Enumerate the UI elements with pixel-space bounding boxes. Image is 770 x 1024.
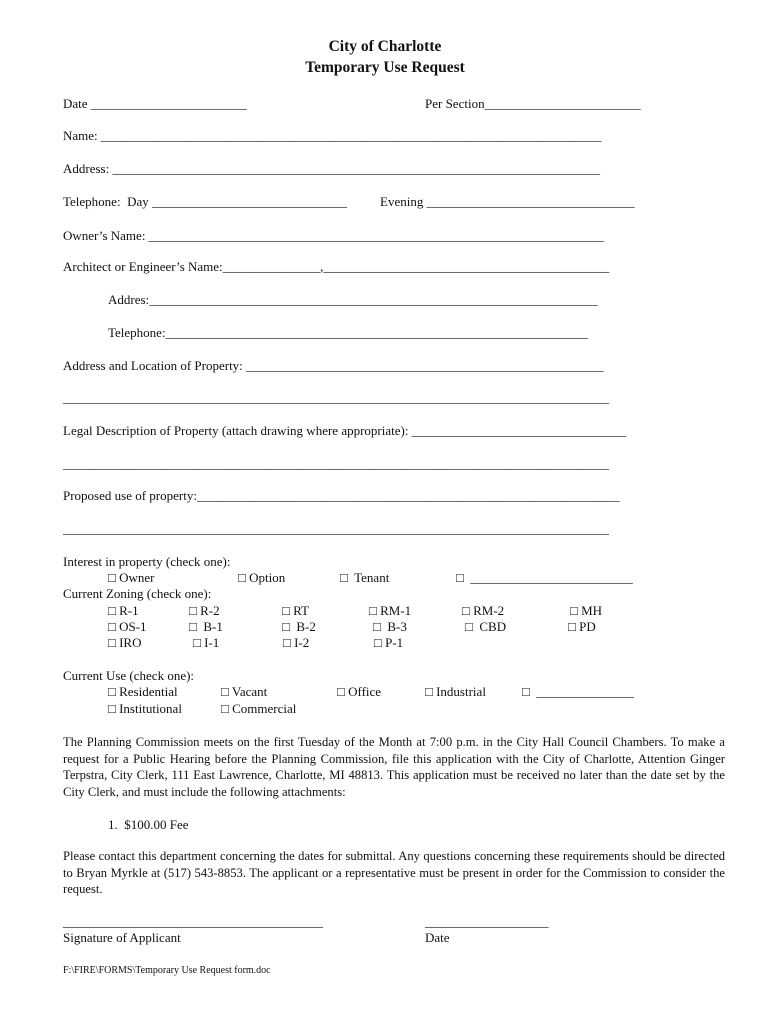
architect-telephone-field[interactable]: Telephone:_________________________________________________________________ [108,325,589,340]
form-subtitle: Temporary Use Request [305,59,465,76]
proposed-use-field[interactable]: Proposed use of property:_________________________________________________________________ [63,488,620,503]
zoning-rt-checkbox[interactable]: □ RT [282,603,309,618]
name-field[interactable]: Name: _____________________________________________________________________________ [63,128,602,143]
use-industrial-checkbox[interactable]: □ Industrial [425,684,486,699]
zoning-pd-checkbox[interactable]: □ PD [568,619,596,634]
interest-option-checkbox[interactable]: □ Option [238,570,286,585]
legal-description-line-2[interactable]: ____________________________________________________________________________________ [63,456,609,471]
zoning-cbd-checkbox[interactable]: □ CBD [465,619,507,634]
file-path-footer: F:\FIRE\FORMS\Temporary Use Request form.doc [63,965,271,976]
use-residential-checkbox[interactable]: □ Residential [108,684,178,699]
use-other-checkbox[interactable]: □ _______________ [522,684,634,699]
date-field[interactable]: Date ________________________ [63,96,247,111]
zoning-i1-checkbox[interactable]: □ I-1 [193,635,220,650]
architect-address-field[interactable]: Addres:_____________________________________________________________________ [108,292,598,307]
zoning-label: Current Zoning (check one): [63,586,212,601]
zoning-p1-checkbox[interactable]: □ P-1 [374,635,404,650]
signature-line[interactable]: ________________________________________ [63,914,323,929]
interest-owner-checkbox[interactable]: □ Owner [108,570,155,585]
per-section-field[interactable]: Per Section________________________ [425,96,641,111]
signature-date-line[interactable]: ___________________ [425,914,549,929]
architect-name-field[interactable]: Architect or Engineer’s Name:_______________,____________________________________________ [63,259,610,274]
use-institutional-checkbox[interactable]: □ Institutional [108,701,182,716]
zoning-b2-checkbox[interactable]: □ B-2 [282,619,316,634]
instructions-paragraph: The Planning Commission meets on the first Tuesday of the Month at 7:00 p.m. in the City Hall Council Chambers. To make a request for a Public Hearing before the Planning Commission, file this application with the City of Charlotte, Attention Ginger Terpstra, City Clerk, 111 East Lawrence, Charlotte, MI 48813. This application must be received no later than the date set by the City Clerk, and must include the following attachments: [63,735,725,799]
signature-date-label: Date [425,930,450,945]
interest-other-checkbox[interactable]: □ _________________________ [456,570,633,585]
zoning-rm1-checkbox[interactable]: □ RM-1 [369,603,412,618]
address-field[interactable]: Address: ___________________________________________________________________________ [63,161,600,176]
owner-name-field[interactable]: Owner’s Name: ______________________________________________________________________ [63,228,604,243]
use-commercial-checkbox[interactable]: □ Commercial [221,701,297,716]
zoning-i2-checkbox[interactable]: □ I-2 [283,635,310,650]
telephone-day-field[interactable]: Telephone: Day ______________________________ [63,194,347,209]
signature-label: Signature of Applicant [63,930,181,945]
form-title: City of Charlotte [328,38,442,55]
proposed-use-line-2[interactable]: ____________________________________________________________________________________ [63,521,609,536]
legal-description-field[interactable]: Legal Description of Property (attach drawing where appropriate): _________________________________ [63,423,627,438]
telephone-evening-field[interactable]: Evening ________________________________ [380,194,635,209]
interest-label: Interest in property (check one): [63,554,231,569]
contact-paragraph: Please contact this department concerning the dates for submittal. Any questions concerning these requirements should be directed to Bryan Myrkle at (517) 543-8853. The applicant or a representative must be present in order for the Commission to consider the request. [63,849,725,897]
current-use-label: Current Use (check one): [63,668,195,683]
zoning-r2-checkbox[interactable]: □ R-2 [189,603,220,618]
property-location-field[interactable]: Address and Location of Property: _______________________________________________________ [63,358,604,373]
use-vacant-checkbox[interactable]: □ Vacant [221,684,268,699]
zoning-iro-checkbox[interactable]: □ IRO [108,635,142,650]
zoning-os1-checkbox[interactable]: □ OS-1 [108,619,147,634]
property-location-line-2[interactable]: ____________________________________________________________________________________ [63,390,609,405]
fee-item: 1. $100.00 Fee [108,817,189,832]
zoning-rm2-checkbox[interactable]: □ RM-2 [462,603,505,618]
zoning-mh-checkbox[interactable]: □ MH [570,603,603,618]
zoning-b1-checkbox[interactable]: □ B-1 [189,619,223,634]
interest-tenant-checkbox[interactable]: □ Tenant [340,570,390,585]
zoning-r1-checkbox[interactable]: □ R-1 [108,603,139,618]
zoning-b3-checkbox[interactable]: □ B-3 [373,619,407,634]
use-office-checkbox[interactable]: □ Office [337,684,382,699]
